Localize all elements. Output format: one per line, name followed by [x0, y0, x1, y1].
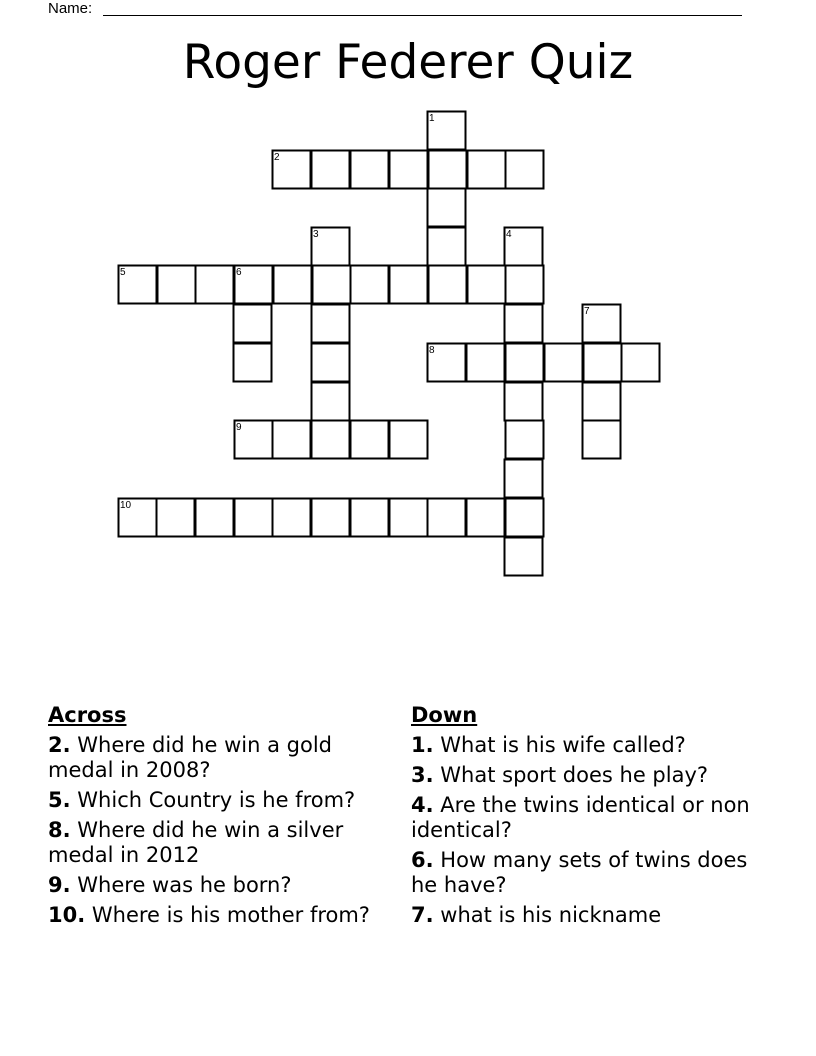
across-clues	[48, 703, 398, 933]
grid-cell[interactable]	[157, 499, 195, 537]
grid-cell[interactable]	[467, 344, 505, 382]
grid-cell[interactable]	[234, 344, 272, 382]
grid-cell[interactable]	[545, 344, 583, 382]
grid-cell[interactable]	[312, 421, 350, 459]
clue-number: 3.	[411, 763, 434, 787]
down-clues	[411, 703, 771, 933]
clue-text: Are the twins identical or non identical?	[411, 793, 750, 842]
across-heading: Across	[48, 703, 127, 727]
clue-down-1	[411, 733, 771, 758]
grid-cell[interactable]	[196, 499, 234, 537]
clue-across-5	[48, 788, 398, 813]
clue-number: 4.	[411, 793, 434, 817]
grid-cell[interactable]	[506, 344, 544, 382]
clue-number: 9.	[48, 873, 71, 897]
grid-cell[interactable]	[505, 460, 543, 498]
clue-text: Where did he win a gold medal in 2008?	[48, 733, 332, 782]
cell-number: 2	[274, 152, 280, 163]
grid-cell[interactable]	[390, 421, 428, 459]
clue-across-2	[48, 733, 398, 783]
clue-down-7	[411, 903, 771, 928]
grid-cell[interactable]	[234, 305, 272, 343]
grid-cell[interactable]	[467, 499, 505, 537]
grid-cell[interactable]	[468, 151, 506, 189]
grid-cell[interactable]	[196, 266, 234, 304]
grid-cell[interactable]	[273, 499, 311, 537]
grid-cell[interactable]	[158, 266, 196, 304]
grid-cell[interactable]	[428, 228, 466, 266]
clue-number: 1.	[411, 733, 434, 757]
grid-cell[interactable]	[390, 266, 428, 304]
cell-number: 5	[120, 267, 126, 278]
clue-down-6	[411, 848, 771, 898]
clue-text: What sport does he play?	[440, 763, 709, 787]
grid-cell[interactable]	[312, 305, 350, 343]
grid-cell[interactable]	[583, 383, 621, 421]
cell-number: 6	[236, 267, 242, 278]
clue-across-9	[48, 873, 398, 898]
clue-down-3	[411, 763, 771, 788]
grid-cell[interactable]	[273, 421, 311, 459]
clue-text: Where did he win a silver medal in 2012	[48, 818, 344, 867]
grid-cell[interactable]	[274, 266, 312, 304]
cell-number: 8	[429, 345, 435, 356]
grid-cell[interactable]	[429, 266, 467, 304]
grid-cell[interactable]	[505, 538, 543, 576]
clue-across-10	[48, 903, 398, 928]
cell-number: 7	[584, 306, 590, 317]
grid-cell[interactable]	[312, 383, 350, 421]
grid-cell[interactable]	[351, 266, 389, 304]
cell-number: 10	[120, 500, 132, 511]
clue-text: what is his nickname	[440, 903, 662, 927]
clue-number: 8.	[48, 818, 71, 842]
grid-cell[interactable]	[312, 344, 350, 382]
clue-number: 2.	[48, 733, 71, 757]
cell-number: 3	[313, 229, 319, 240]
grid-cell[interactable]	[312, 151, 350, 189]
grid-cell[interactable]	[506, 499, 544, 537]
grid-cell[interactable]	[235, 499, 273, 537]
grid-cell[interactable]	[351, 421, 389, 459]
clue-text: Where was he born?	[77, 873, 292, 897]
clue-number: 6.	[411, 848, 434, 872]
clue-number: 10.	[48, 903, 86, 927]
clue-down-4	[411, 793, 771, 843]
clue-number: 5.	[48, 788, 71, 812]
cell-number: 4	[506, 229, 512, 240]
grid-cell[interactable]	[390, 499, 428, 537]
grid-cell[interactable]	[505, 383, 543, 421]
grid-cell[interactable]	[313, 266, 351, 304]
grid-cell[interactable]	[506, 266, 544, 304]
grid-cell[interactable]	[429, 151, 467, 189]
grid-cell[interactable]	[506, 151, 544, 189]
clue-text: Where is his mother from?	[91, 903, 370, 927]
cell-number: 1	[429, 113, 435, 124]
clue-across-8	[48, 818, 398, 868]
clue-text: Which Country is he from?	[77, 788, 356, 812]
clue-text: How many sets of twins does he have?	[411, 848, 748, 897]
grid-cell[interactable]	[428, 499, 466, 537]
grid-cell[interactable]	[428, 189, 466, 227]
grid-cell[interactable]	[312, 499, 350, 537]
grid-cell[interactable]	[390, 151, 428, 189]
grid-cell[interactable]	[505, 305, 543, 343]
grid-cell[interactable]	[622, 344, 660, 382]
name-label: Name:	[48, 0, 93, 17]
down-heading: Down	[411, 703, 478, 727]
clue-text: What is his wife called?	[440, 733, 686, 757]
grid-cell[interactable]	[351, 151, 389, 189]
clue-number: 7.	[411, 903, 434, 927]
grid-cell[interactable]	[468, 266, 506, 304]
cell-number: 9	[236, 422, 242, 433]
grid-cell[interactable]	[351, 499, 389, 537]
grid-cell[interactable]	[506, 421, 544, 459]
grid-cell[interactable]	[584, 344, 622, 382]
page-title: Roger Federer Quiz	[182, 35, 634, 90]
grid-cell[interactable]	[583, 421, 621, 459]
